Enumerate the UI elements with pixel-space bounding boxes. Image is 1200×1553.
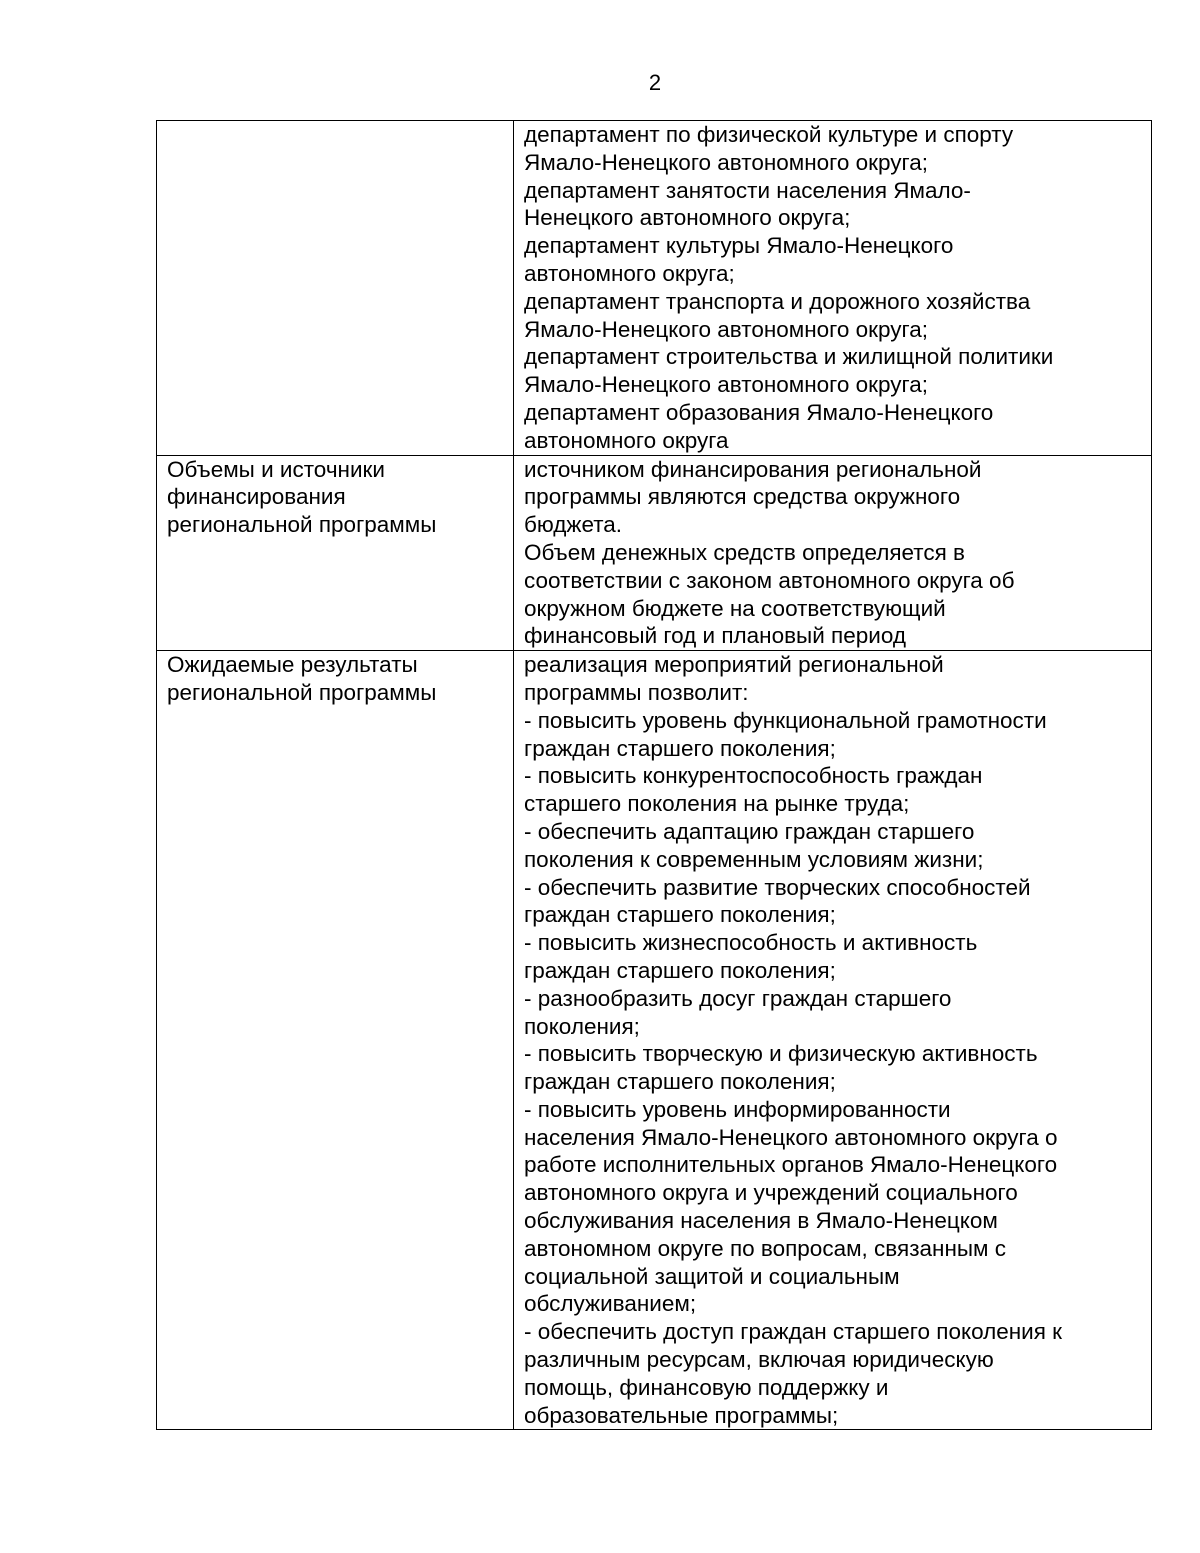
content-line: обслуживанием; (524, 1291, 697, 1317)
content-line: обслуживания населения в Ямало-Ненецком (524, 1208, 998, 1234)
row-content-cell (514, 651, 1152, 1430)
content-line: - обеспечить доступ граждан старшего поколения к (524, 1319, 1063, 1345)
content-line: социальной защитой и социальным (524, 1263, 900, 1289)
content-line: граждан старшего поколения; (524, 957, 836, 983)
content-line: поколения; (524, 1013, 640, 1039)
content-line: департамент транспорта и дорожного хозяйства (524, 288, 1031, 314)
label-line: региональной программы (167, 512, 437, 538)
content-line: граждан старшего поколения; (524, 735, 836, 761)
content-line: поколения к современным условиям жизни; (524, 846, 984, 872)
content-line: - обеспечить развитие творческих способностей (524, 874, 1031, 900)
row-content-cell (514, 455, 1152, 651)
content-line: соответствии с законом автономного округа об (524, 567, 1015, 593)
content-line: бюджета. (524, 512, 623, 538)
content-line: департамент образования Ямало-Ненецкого (524, 399, 994, 425)
content-line: программы являются средства окружного (524, 484, 961, 510)
content-line: - повысить уровень функциональной грамотности (524, 707, 1047, 733)
content-line: окружном бюджете на соответствующий (524, 595, 946, 621)
page-number: 2 (648, 70, 662, 95)
content-line: граждан старшего поколения; (524, 902, 836, 928)
content-line: источником финансирования региональной (524, 456, 982, 482)
content-line: - повысить жизнеспособность и активность (524, 930, 978, 956)
label-line: Объемы и источники (167, 456, 385, 482)
table-row (157, 121, 1152, 456)
content-line: автономном округе по вопросам, связанным с (524, 1235, 1007, 1261)
content-line: автономного округа и учреждений социального (524, 1180, 1018, 1206)
content-line: помощь, финансовую поддержку и (524, 1374, 889, 1400)
label-line: финансирования (167, 484, 346, 510)
content-line: старшего поколения на рынке труда; (524, 791, 910, 817)
label-line: Ожидаемые результаты (167, 652, 418, 678)
content-line: граждан старшего поколения; (524, 1069, 836, 1095)
content-line: финансовый год и плановый период (524, 623, 906, 649)
content-line: - разнообразить досуг граждан старшего (524, 985, 952, 1011)
content-line: автономного округа; (524, 260, 735, 286)
content-line: Ненецкого автономного округа; (524, 205, 851, 231)
content-line: работе исполнительных органов Ямало-Ненецкого (524, 1152, 1058, 1178)
label-line: региональной программы (167, 679, 437, 705)
content-line: Ямало-Ненецкого автономного округа; (524, 316, 929, 342)
content-line: Ямало-Ненецкого автономного округа; (524, 372, 929, 398)
content-line: различным ресурсам, включая юридическую (524, 1347, 994, 1373)
table-row (157, 651, 1152, 1430)
row-label-cell (157, 651, 514, 1430)
program-passport-table (156, 120, 1152, 1430)
row-content-cell (514, 121, 1152, 456)
content-line: департамент занятости населения Ямало- (524, 177, 971, 203)
content-line: населения Ямало-Ненецкого автономного округа о (524, 1124, 1058, 1150)
content-line: - обеспечить адаптацию граждан старшего (524, 818, 975, 844)
table-row (157, 455, 1152, 651)
content-line: Объем денежных средств определяется в (524, 539, 965, 565)
content-line: образовательные программы; (524, 1402, 839, 1428)
content-line: департамент по физической культуре и спорту (524, 122, 1014, 147)
content-line: реализация мероприятий региональной (524, 652, 944, 678)
content-line: автономного округа (524, 427, 729, 453)
content-line: программы позволит: (524, 679, 749, 705)
content-line: - повысить уровень информированности (524, 1096, 951, 1122)
row-label-cell (157, 121, 514, 456)
content-line: - повысить творческую и физическую активность (524, 1041, 1038, 1067)
content-line: - повысить конкурентоспособность граждан (524, 763, 983, 789)
content-line: департамент строительства и жилищной политики (524, 344, 1054, 370)
row-label-cell (157, 455, 514, 651)
content-line: департамент культуры Ямало-Ненецкого (524, 233, 954, 259)
content-line: Ямало-Ненецкого автономного округа; (524, 149, 929, 175)
